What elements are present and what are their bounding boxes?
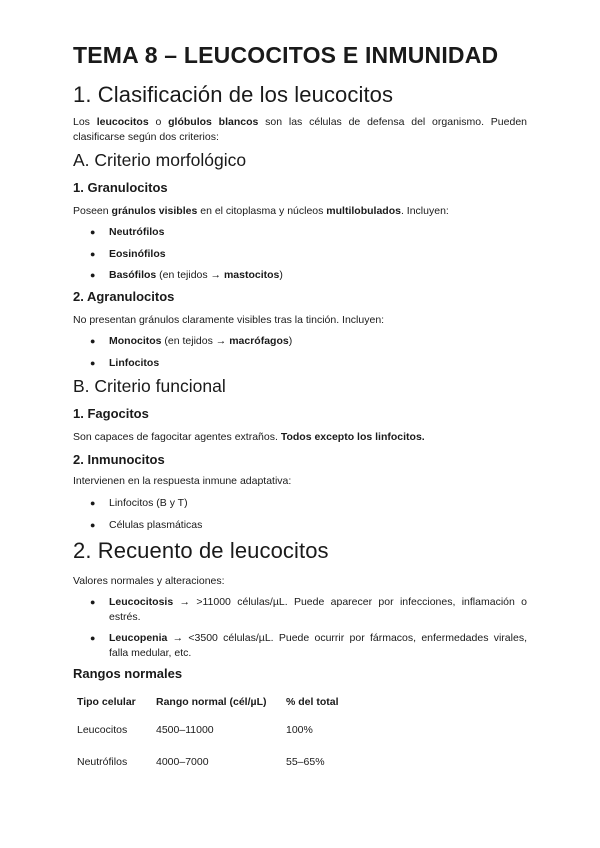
ranges-table bbox=[73, 690, 386, 778]
list-item: ● Eosinófilos bbox=[90, 247, 166, 260]
table-cell: 4500–11000 bbox=[156, 724, 214, 736]
fagocitos-text: Son capaces de fagocitar agentes extraños. Todos excepto los linfocitos. bbox=[73, 431, 425, 443]
bullet-icon: ● bbox=[90, 498, 96, 508]
inmunocitos-heading: 2. Inmunocitos bbox=[73, 452, 165, 467]
bullet-icon: ● bbox=[90, 597, 96, 607]
recuento-list bbox=[73, 595, 527, 660]
table-header-cell: % del total bbox=[286, 696, 339, 708]
list-item: ● Neutrófilos bbox=[90, 226, 165, 238]
table-row bbox=[73, 746, 386, 778]
table-row bbox=[73, 714, 386, 746]
section-1-heading: 1. Clasificación de los leucocitos bbox=[73, 82, 394, 107]
rangos-normales-heading: Rangos normales bbox=[73, 666, 183, 681]
table-cell: 55–65% bbox=[286, 756, 325, 768]
granulocitos-heading: 1. Granulocitos bbox=[73, 180, 168, 195]
table-cell: Leucocitos bbox=[77, 724, 128, 736]
list-item: ● Leucopenia → <3500 células/µL. Puede ocurrir por fármacos, enfermedades virales, falla medular, etc. bbox=[90, 632, 527, 659]
list-item: ● Basófilos (en tejidos → mastocitos) bbox=[90, 269, 283, 281]
table-cell: 4000–7000 bbox=[156, 756, 209, 768]
bullet-icon: ● bbox=[90, 633, 96, 643]
list-item: ● Leucocitosis → >11000 células/µL. Puede aparecer por infecciones, inflamación o estrés. bbox=[90, 596, 527, 623]
bullet-icon: ● bbox=[90, 519, 96, 530]
table-cell: Neutrófilos bbox=[77, 756, 128, 768]
bullet-icon: ● bbox=[90, 248, 96, 259]
list-item: ● Monocitos (en tejidos → macrófagos) bbox=[90, 335, 293, 347]
list-item: ● Linfocitos bbox=[90, 356, 160, 369]
table-header-row bbox=[73, 690, 386, 714]
granulocitos-text: Poseen gránulos visibles en el citoplasma y núcleos multilobulados. Incluyen: bbox=[73, 205, 449, 217]
agranulocitos-list bbox=[73, 334, 527, 370]
table-header-cell: Tipo celular bbox=[77, 696, 136, 708]
table-cell: 100% bbox=[286, 724, 313, 736]
table-header-cell: Rango normal (cél/µL) bbox=[156, 696, 267, 708]
section-2-heading: 2. Recuento de leucocitos bbox=[73, 538, 329, 563]
list-item: ● Células plasmáticas bbox=[90, 518, 203, 531]
bullet-icon: ● bbox=[90, 336, 96, 346]
inmunocitos-list bbox=[73, 496, 527, 532]
criterio-funcional-heading: B. Criterio funcional bbox=[73, 376, 226, 396]
bullet-icon: ● bbox=[90, 270, 96, 280]
criterio-morfologico-heading: A. Criterio morfológico bbox=[73, 150, 247, 170]
inmunocitos-text: Intervienen en la respuesta inmune adaptativa: bbox=[73, 475, 292, 487]
section-2-intro: Valores normales y alteraciones: bbox=[73, 575, 225, 587]
bullet-icon: ● bbox=[90, 227, 96, 237]
agranulocitos-text: No presentan gránulos claramente visibles tras la tinción. Incluyen: bbox=[73, 314, 385, 326]
agranulocitos-heading: 2. Agranulocitos bbox=[73, 289, 175, 304]
list-item: ● Linfocitos (B y T) bbox=[90, 497, 188, 509]
granulocitos-list bbox=[73, 225, 527, 283]
document-title: TEMA 8 – LEUCOCITOS E INMUNIDAD bbox=[73, 42, 499, 68]
fagocitos-heading: 1. Fagocitos bbox=[73, 406, 149, 421]
bullet-icon: ● bbox=[90, 357, 96, 368]
section-1-intro: Los leucocitos o glóbulos blancos son las células de defensa del organismo. Pueden clasificarse según dos criterios: bbox=[73, 116, 527, 143]
